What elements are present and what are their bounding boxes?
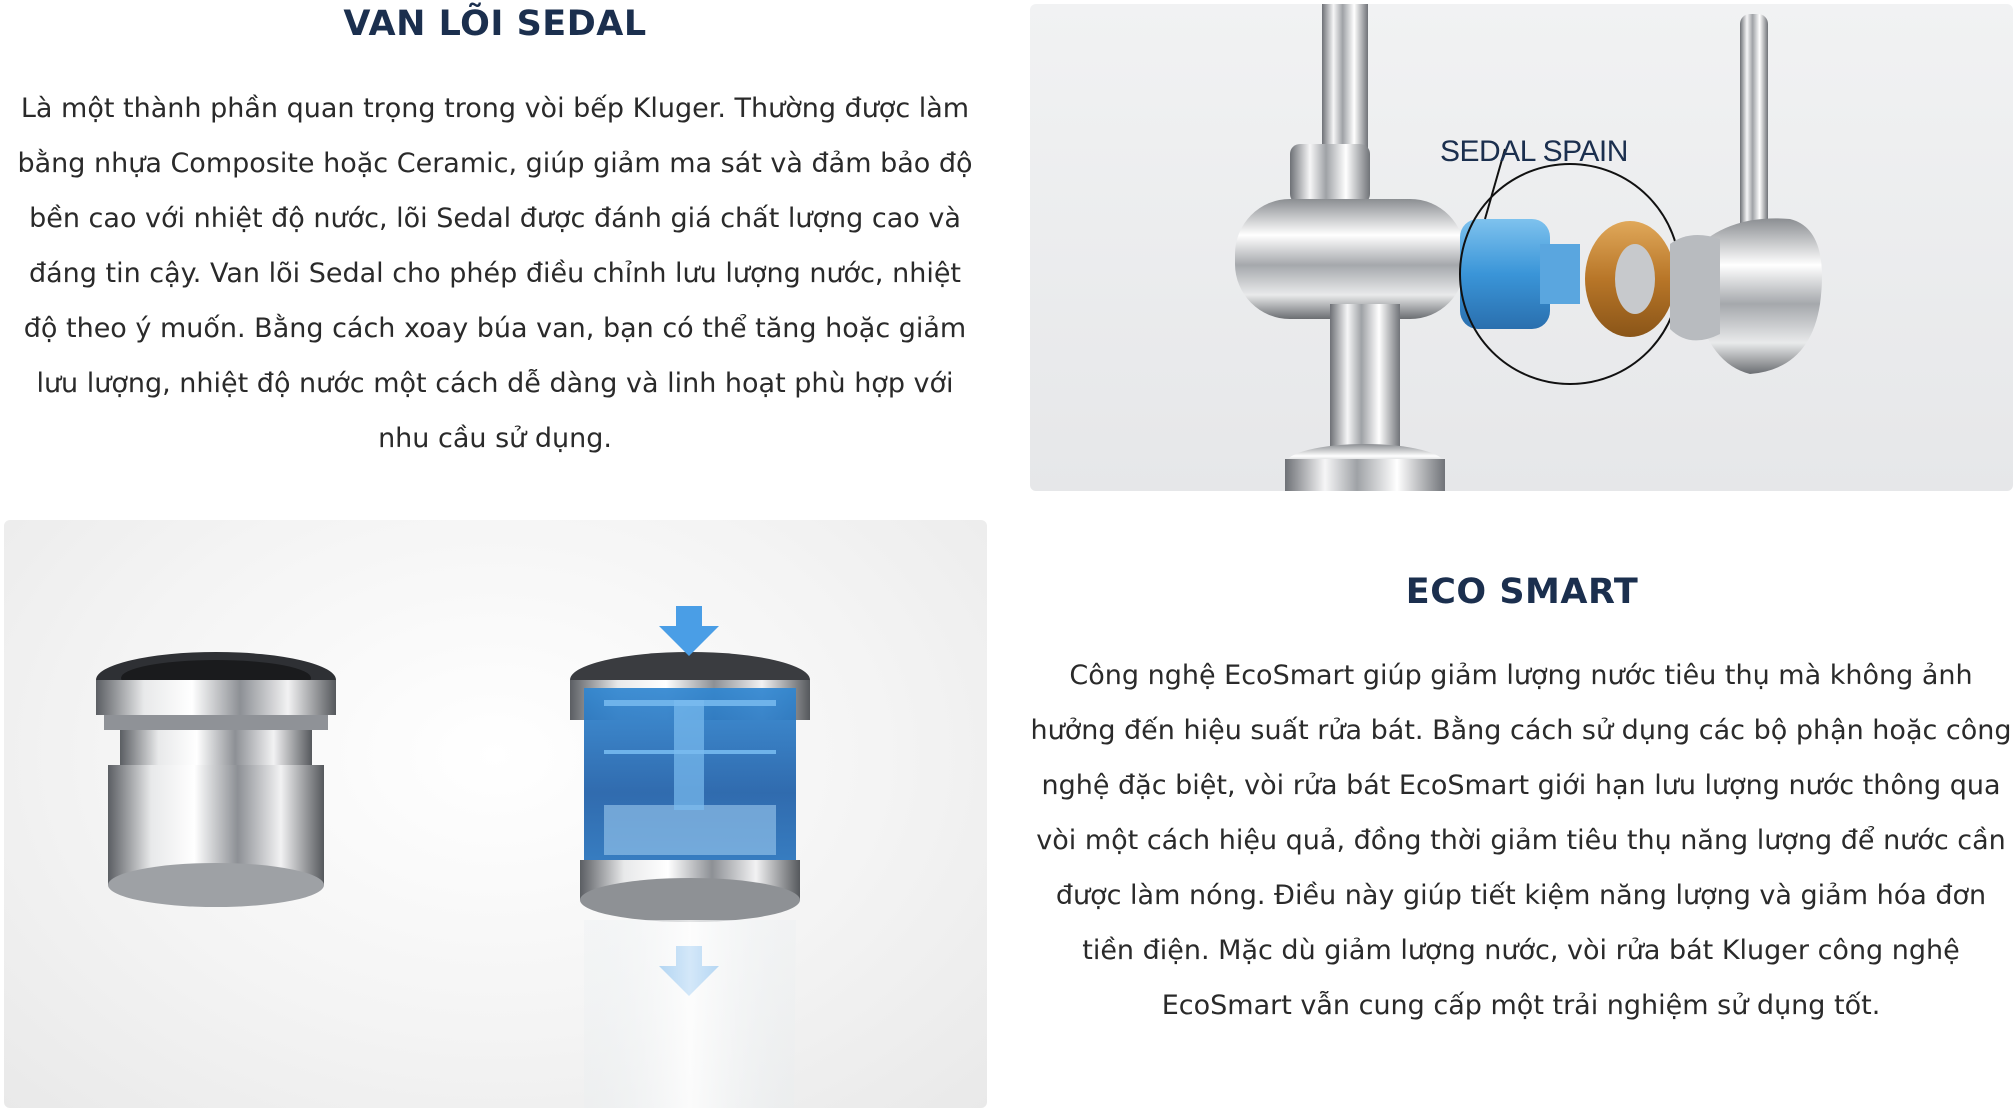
sedal-section-title: VAN LÕI SEDAL [343, 4, 647, 44]
sedal-section-body: Là một thành phần quan trọng trong vòi bếp Kluger. Thường được làm bằng nhựa Composite hoặc Ceramic, giúp giảm ma sát và đảm bảo độ bền cao với nhiệt độ nước, lõi Sedal được đánh giá chất lượng cao và đáng tin cậy. Van lõi Sedal cho phép điều chỉnh lưu lượng nước, nhiệt độ theo ý muốn. Bằng cách xoay búa van, bạn có thể tăng hoặc giảm lưu lượng, nhiệt độ nước một cách dễ dàng và linh hoạt phù hợp với nhu cầu sử dụng. [17, 93, 973, 454]
eco-section-title: ECO SMART [1405, 572, 1639, 612]
eco-aerator-image [4, 520, 987, 1108]
sedal-valve-image [1030, 4, 2013, 491]
sedal-spain-label: SEDAL SPAIN [1440, 135, 1628, 168]
eco-section-body: Công nghệ EcoSmart giúp giảm lượng nước tiêu thụ mà không ảnh hưởng đến hiệu suất rửa bát. Bằng cách sử dụng các bộ phận hoặc công nghệ đặc biệt, vòi rửa bát EcoSmart giới hạn lưu lượng nước thông qua vòi một cách hiệu quả, đồng thời giảm tiêu thụ năng lượng để nước cần được làm nóng. Điều này giúp tiết kiệm năng lượng và giảm hóa đơn tiền điện. Mặc dù giảm lượng nước, vòi rửa bát Kluger công nghệ EcoSmart vẫn cung cấp một trải nghiệm sử dụng tốt. [1030, 660, 2012, 1021]
